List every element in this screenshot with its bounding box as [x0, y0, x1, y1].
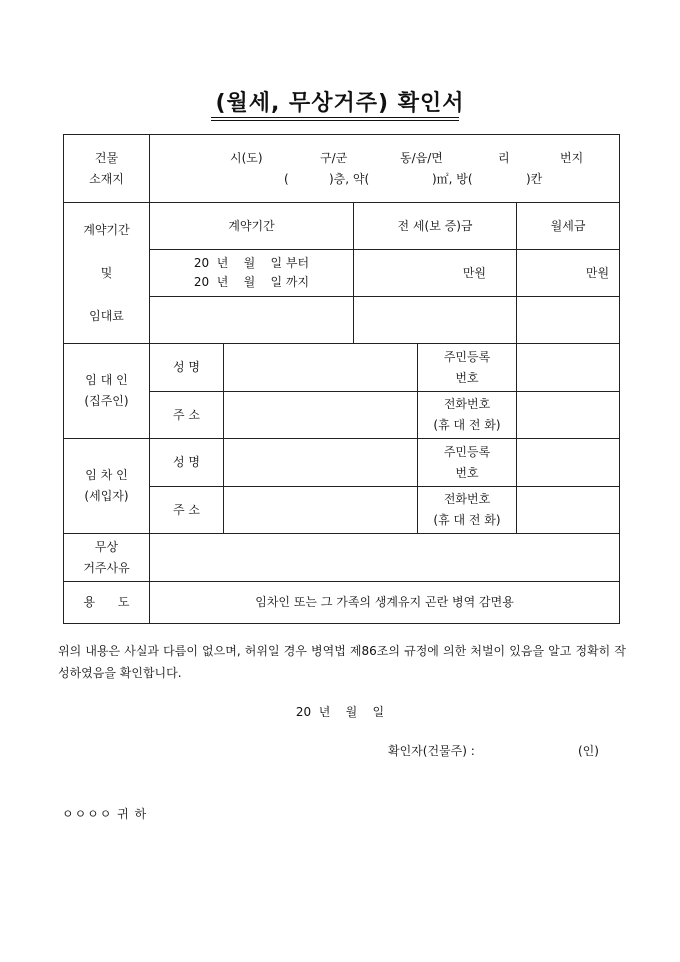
recipient: ㅇㅇㅇㅇ 귀 하	[62, 807, 148, 821]
landlord-phone-label: 전화번호 (휴 대 전 화)	[418, 392, 517, 439]
landlord-name-row	[64, 344, 620, 392]
contract-label: 계약기간 및 임대료	[64, 203, 150, 344]
city-label: 시(도)	[230, 150, 263, 165]
landlord-id-label: 주민등록 번호	[418, 344, 517, 392]
tenant-address-label: 주 소	[150, 487, 224, 534]
building-row	[64, 135, 620, 203]
tenant-phone-field[interactable]	[517, 487, 620, 534]
tenant-phone-label: 전화번호 (휴 대 전 화)	[418, 487, 517, 534]
deposit-header: 전 세(보 증)금	[354, 203, 517, 250]
landlord-phone-field[interactable]	[517, 392, 620, 439]
monthly-value-cell[interactable]: 만원	[517, 250, 620, 297]
tenant-address-field[interactable]	[224, 487, 418, 534]
period-value-cell[interactable]	[150, 250, 354, 297]
monthly-header: 월세금	[517, 203, 620, 250]
floor-paren-open: (	[284, 171, 289, 186]
landlord-name-label: 성 명	[150, 344, 224, 392]
confirmer-line	[388, 742, 599, 759]
tenant-name-row	[64, 439, 620, 487]
deposit-value-cell[interactable]: 만원	[354, 250, 517, 297]
period-to: 20 년 월 일 까지	[193, 275, 310, 289]
confirmation-form-table	[63, 134, 620, 624]
free-residence-row	[64, 534, 620, 582]
landlord-address-field[interactable]	[224, 392, 418, 439]
purpose-value: 임차인 또는 그 가족의 생계유지 곤란 병역 감면용	[150, 582, 620, 624]
monthly-extra-cell[interactable]	[517, 297, 620, 344]
purpose-row	[64, 582, 620, 624]
period-header: 계약기간	[150, 203, 354, 250]
statement-text: 위의 내용은 사실과 다름이 없으며, 허위일 경우 병역법 제86조의 규정에 의한 처벌이 있음을 알고 정확히 작성하였음을 확인합니다.	[58, 644, 626, 680]
tenant-name-field[interactable]	[224, 439, 418, 487]
landlord-name-field[interactable]	[224, 344, 418, 392]
period-from: 20 년 월 일 부터	[193, 256, 310, 270]
title-underline-bottom	[211, 120, 459, 121]
date-line: 20 년 월 일	[295, 705, 385, 719]
tenant-id-label: 주민등록 번호	[418, 439, 517, 487]
confirmer-label: 확인자(건물주) :	[388, 744, 475, 758]
landlord-id-field[interactable]	[517, 344, 620, 392]
deposit-extra-cell[interactable]	[354, 297, 517, 344]
title-underline-top	[211, 117, 459, 118]
building-label: 건물 소재지	[64, 135, 150, 203]
tenant-id-field[interactable]	[517, 439, 620, 487]
beonji-label: 번지	[560, 150, 584, 165]
period-extra-cell[interactable]	[150, 297, 354, 344]
landlord-address-label: 주 소	[150, 392, 224, 439]
free-residence-field[interactable]	[150, 534, 620, 582]
tenant-name-label: 성 명	[150, 439, 224, 487]
landlord-label: 임 대 인 (집주인)	[64, 344, 150, 439]
area-label: )㎡, 방(	[432, 171, 473, 186]
floor-label: )층, 약(	[329, 171, 370, 186]
seal-mark: (인)	[578, 744, 599, 758]
dong-label: 동/읍/면	[400, 150, 443, 165]
contract-header-row	[64, 203, 620, 250]
ri-label: 리	[498, 150, 510, 165]
page-title: (월세, 무상거주) 확인서	[215, 91, 465, 116]
free-residence-label: 무상 거주사유	[64, 534, 150, 582]
rooms-label: )칸	[526, 171, 543, 186]
gu-label: 구/군	[320, 150, 348, 165]
tenant-label: 임 차 인 (세입자)	[64, 439, 150, 534]
building-address-cell[interactable]	[150, 135, 620, 203]
purpose-label: 용 도	[64, 582, 150, 624]
